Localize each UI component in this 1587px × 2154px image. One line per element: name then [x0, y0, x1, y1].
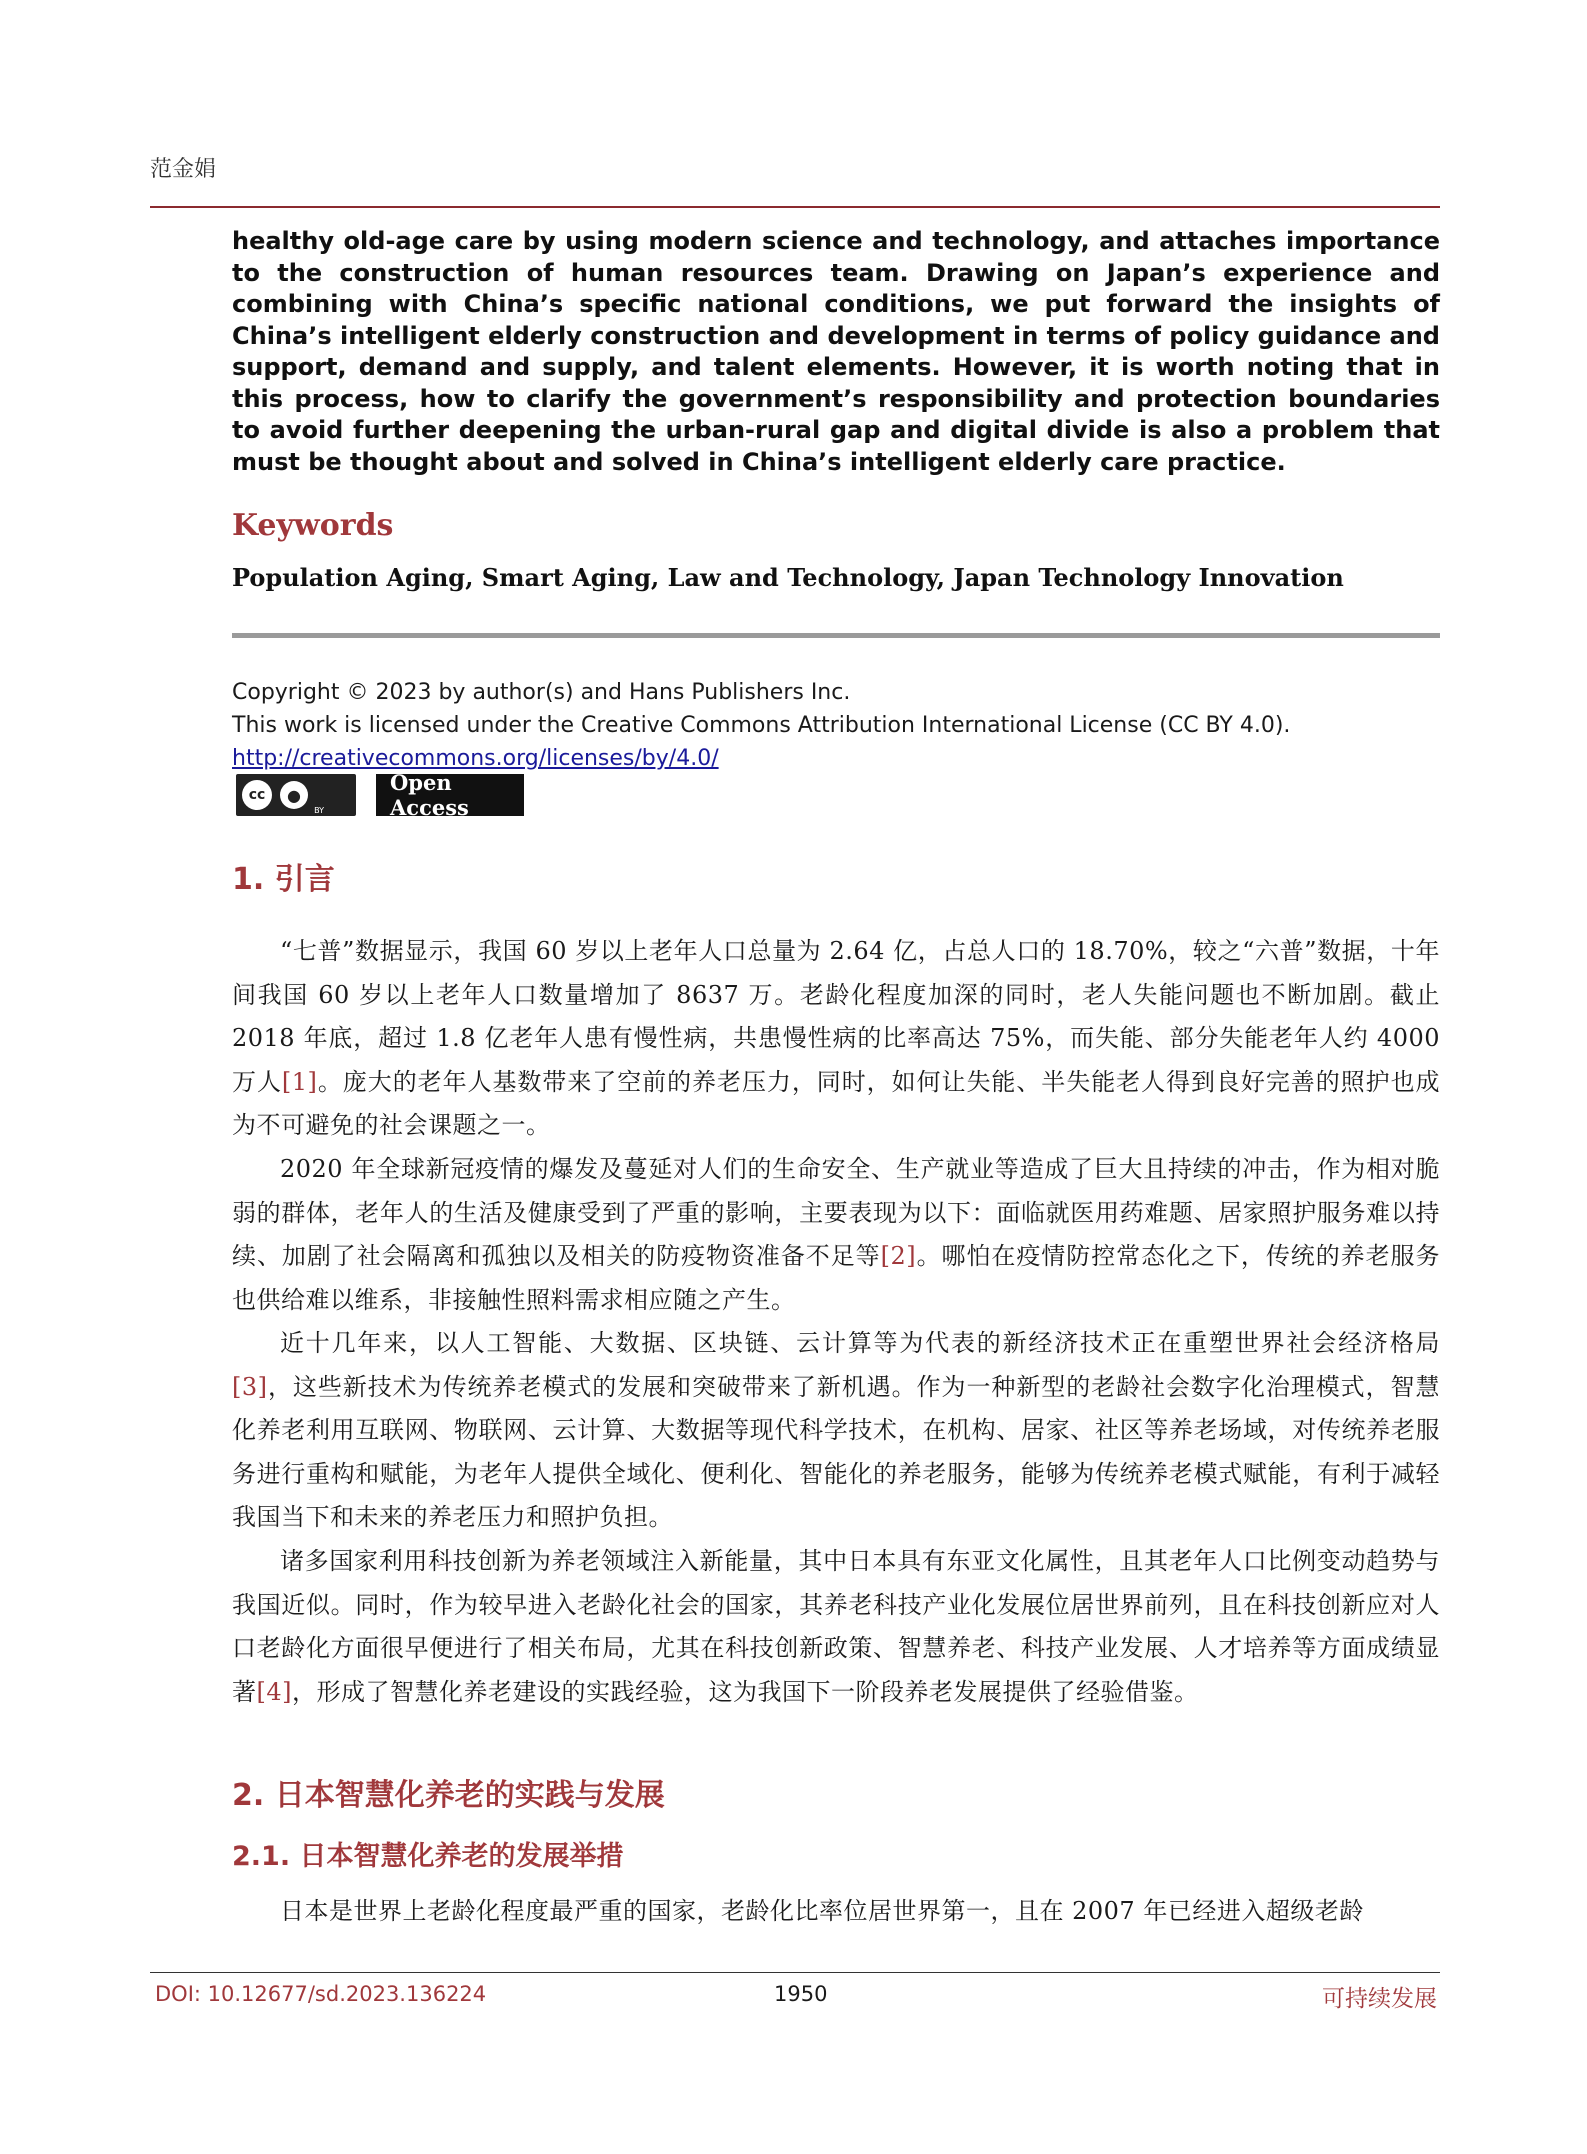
- section-heading-japan-practice: 2. 日本智慧化养老的实践与发展: [232, 1778, 665, 1813]
- cc-icon: cc: [242, 780, 272, 810]
- paragraph-text: “七普”数据显示，我国 60 岁以上老年人口总量为 2.64 亿，占总人口的 18.70%，较之“六普”数据，十年间我国 60 岁以上老年人口数量增加了 8637 万。老龄化程度加深的同时，老人失能问题也不断加剧。截止 2018 年底，超过 1.8 亿老年人患有慢性病，共患慢性病的比率高达 75%，而失能、部分失能老年人约 4000 万人: [232, 937, 1440, 1096]
- license-badges: [236, 770, 524, 820]
- page-number: 1950: [774, 1982, 828, 2006]
- paragraph: 日本是世界上老龄化程度最严重的国家，老龄化比率位居世界第一，且在 2007 年已经进入超级老龄: [280, 1897, 1364, 1925]
- paragraph-text: 。庞大的老年人基数带来了空前的养老压力，同时，如何让失能、半失能老人得到良好完善的照护也成为不可避免的社会课题之一。: [232, 1067, 1441, 1139]
- paragraph-text: 2020 年全球新冠疫情的爆发及蔓延对人们的生命安全、生产就业等造成了巨大且持续的冲击，作为相对脆弱的群体，老年人的生活及健康受到了严重的影响，主要表现为以下：面临就医用药难题、居家照护服务难以持续、加剧了社会隔离和孤独以及相关的防疫物资准备不足等: [232, 1155, 1440, 1270]
- paragraph: [232, 1148, 1440, 1322]
- cc-by-badge[interactable]: [236, 774, 356, 816]
- paragraph-text: 诸多国家利用科技创新为养老领域注入新能量，其中日本具有东亚文化属性，且其老年人口比例变动趋势与我国近似。同时，作为较早进入老龄化社会的国家，其养老科技产业化发展位居世界前列，且在科技创新应对人口老龄化方面很早便进行了相关布局，尤其在科技创新政策、智慧养老、科技产业发展、人才培养等方面成绩显著: [232, 1547, 1440, 1706]
- paragraph-text: ，这些新技术为传统养老模式的发展和突破带来了新机遇。作为一种新型的老龄社会数字化治理模式，智慧化养老利用互联网、物联网、云计算、大数据等现代科学技术，在机构、居家、社区等养老场域，对传统养老服务进行重构和赋能，为老年人提供全域化、便利化、智能化的养老服务，能够为传统养老模式赋能，有利于减轻我国当下和未来的养老压力和照护负担。: [232, 1372, 1440, 1531]
- paragraph: [232, 1540, 1440, 1714]
- keywords-list: Population Aging, Smart Aging, Law and Technology, Japan Technology Innovation: [232, 563, 1344, 592]
- running-header-author: 范金娟: [150, 157, 217, 182]
- header-divider: [150, 206, 1440, 208]
- citation-link[interactable]: [1]: [281, 1067, 318, 1096]
- copyright-line: Copyright © 2023 by author(s) and Hans Publishers Inc.: [232, 680, 851, 705]
- subsection-heading-measures: 2.1. 日本智慧化养老的发展举措: [232, 1841, 624, 1872]
- open-access-badge[interactable]: Open Access: [376, 774, 524, 816]
- keywords-heading: Keywords: [232, 508, 394, 543]
- footer-divider: [150, 1972, 1440, 1973]
- section-heading-introduction: 1. 引言: [232, 862, 335, 897]
- citation-link[interactable]: [2]: [880, 1242, 917, 1270]
- paragraph: [232, 930, 1440, 1148]
- abstract-continuation: healthy old-age care by using modern science and technology, and attaches importance to the construction of human resources team. Drawing on Japan’s experience and combining with China’s specific national conditions, we put forward the insights of China’s intelligent elderly construction and development in terms of policy guidance and support, demand and supply, and talent elements. However, it is worth noting that in this process, how to clarify the government’s responsibility and protection boundaries to avoid further deepening the urban-rural gap and digital divide is also a problem that must be thought about and solved in China’s intelligent elderly care practice.: [232, 227, 1440, 476]
- person-icon: ●: [280, 781, 308, 809]
- license-block: [232, 676, 1440, 775]
- citation-link[interactable]: [3]: [232, 1372, 268, 1401]
- footer-doi: DOI: 10.12677/sd.2023.136224: [155, 1982, 487, 2006]
- paragraph-text: 近十几年来，以人工智能、大数据、区块链、云计算等为代表的新经济技术正在重塑世界社会经济格局: [280, 1329, 1440, 1357]
- citation-link[interactable]: [4]: [256, 1677, 292, 1706]
- journal-name: 可持续发展: [1322, 1986, 1437, 2012]
- paragraph-text: 。哪怕在疫情防控常态化之下，传统的养老服务也供给难以维系，非接触性照料需求相应随之产生。: [232, 1242, 1441, 1314]
- abstract-divider: [232, 633, 1440, 638]
- by-label: BY: [314, 806, 324, 815]
- license-statement: This work is licensed under the Creative Commons Attribution International License (CC BY 4.0).: [232, 713, 1291, 738]
- paragraph-text: ，形成了智慧化养老建设的实践经验，这为我国下一阶段养老发展提供了经验借鉴。: [292, 1677, 1199, 1706]
- license-link[interactable]: http://creativecommons.org/licenses/by/4.0/: [232, 746, 719, 771]
- paragraph: [232, 1322, 1440, 1540]
